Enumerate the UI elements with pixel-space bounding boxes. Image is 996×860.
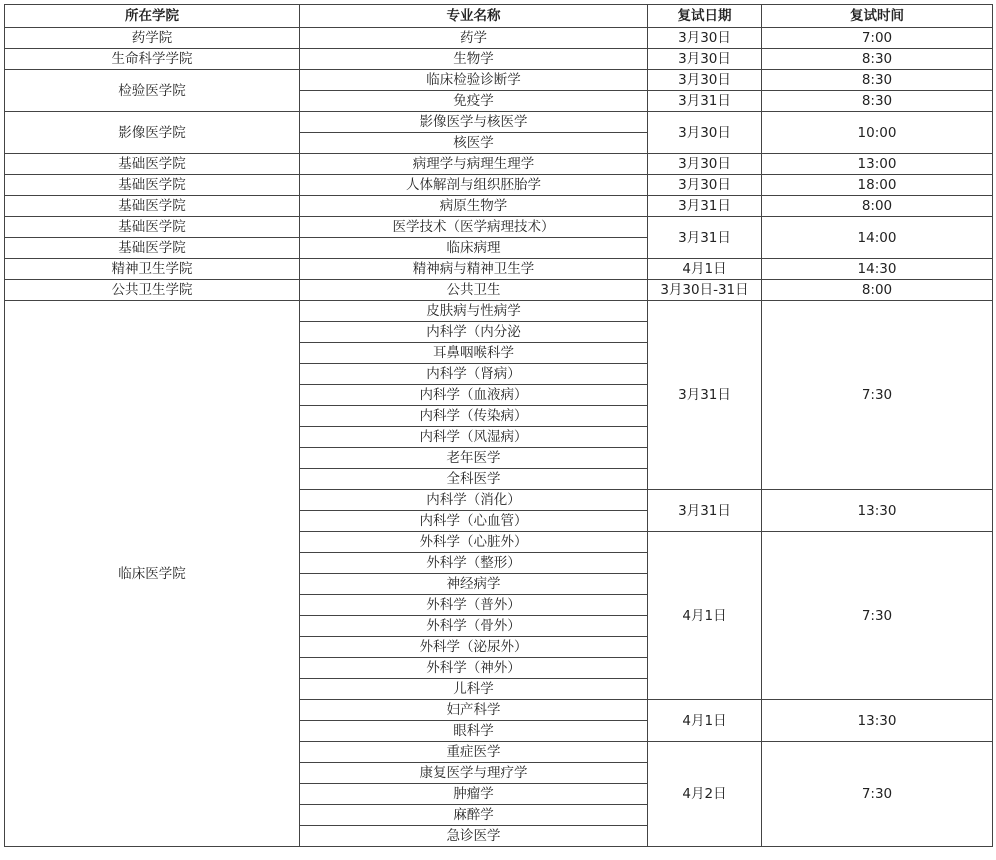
major-cell: 内科学（传染病）: [300, 406, 648, 427]
major-cell: 耳鼻咽喉科学: [300, 343, 648, 364]
college-cell: 基础医学院: [5, 238, 300, 259]
table-row: [5, 28, 993, 49]
college-cell: 公共卫生学院: [5, 280, 300, 301]
table-row: [5, 280, 993, 301]
table-row: [5, 217, 993, 238]
table-row: [5, 70, 993, 91]
exam-date-cell: 4月1日: [648, 532, 762, 700]
major-cell: 儿科学: [300, 679, 648, 700]
major-cell: 内科学（内分泌: [300, 322, 648, 343]
exam-time-cell: 8:00: [762, 196, 993, 217]
major-cell: 皮肤病与性病学: [300, 301, 648, 322]
major-cell: 免疫学: [300, 91, 648, 112]
exam-time-cell: 7:00: [762, 28, 993, 49]
major-cell: 妇产科学: [300, 700, 648, 721]
exam-date-cell: 3月31日: [648, 301, 762, 490]
major-cell: 外科学（整形）: [300, 553, 648, 574]
exam-time-cell: 8:30: [762, 49, 993, 70]
major-cell: 外科学（泌尿外）: [300, 637, 648, 658]
college-cell: 基础医学院: [5, 196, 300, 217]
major-cell: 核医学: [300, 133, 648, 154]
major-cell: 病原生物学: [300, 196, 648, 217]
exam-time-cell: 10:00: [762, 112, 993, 154]
header-row: [5, 5, 993, 28]
major-cell: 内科学（风湿病）: [300, 427, 648, 448]
exam-time-cell: 13:30: [762, 700, 993, 742]
major-cell: 外科学（骨外）: [300, 616, 648, 637]
exam-schedule-table: [4, 4, 993, 847]
header-time: 复试时间: [762, 5, 993, 28]
major-cell: 麻醉学: [300, 805, 648, 826]
exam-time-cell: 7:30: [762, 301, 993, 490]
table-row: [5, 259, 993, 280]
major-cell: 人体解剖与组织胚胎学: [300, 175, 648, 196]
college-cell: 基础医学院: [5, 175, 300, 196]
exam-date-cell: 4月2日: [648, 742, 762, 847]
major-cell: 外科学（心脏外）: [300, 532, 648, 553]
schedule-body: [5, 28, 993, 847]
major-cell: 公共卫生: [300, 280, 648, 301]
exam-date-cell: 4月1日: [648, 259, 762, 280]
college-cell: 检验医学院: [5, 70, 300, 112]
major-cell: 病理学与病理生理学: [300, 154, 648, 175]
major-cell: 药学: [300, 28, 648, 49]
major-cell: 神经病学: [300, 574, 648, 595]
exam-time-cell: 14:30: [762, 259, 993, 280]
major-cell: 康复医学与理疗学: [300, 763, 648, 784]
header-major: 专业名称: [300, 5, 648, 28]
exam-date-cell: 3月31日: [648, 91, 762, 112]
major-cell: 内科学（血液病）: [300, 385, 648, 406]
exam-date-cell: 3月30日: [648, 112, 762, 154]
college-cell: 基础医学院: [5, 154, 300, 175]
table-row: [5, 175, 993, 196]
major-cell: 内科学（肾病）: [300, 364, 648, 385]
table-row: [5, 112, 993, 133]
college-cell: 药学院: [5, 28, 300, 49]
exam-time-cell: 8:30: [762, 91, 993, 112]
exam-time-cell: 14:00: [762, 217, 993, 259]
major-cell: 全科医学: [300, 469, 648, 490]
major-cell: 生物学: [300, 49, 648, 70]
college-cell: 生命科学学院: [5, 49, 300, 70]
exam-date-cell: 3月30日: [648, 49, 762, 70]
header-date: 复试日期: [648, 5, 762, 28]
major-cell: 内科学（消化）: [300, 490, 648, 511]
exam-time-cell: 13:30: [762, 490, 993, 532]
exam-time-cell: 18:00: [762, 175, 993, 196]
exam-time-cell: 8:00: [762, 280, 993, 301]
exam-date-cell: 3月31日: [648, 196, 762, 217]
college-cell: 影像医学院: [5, 112, 300, 154]
college-cell: 精神卫生学院: [5, 259, 300, 280]
major-cell: 外科学（神外）: [300, 658, 648, 679]
exam-date-cell: 3月31日: [648, 490, 762, 532]
major-cell: 重症医学: [300, 742, 648, 763]
table-row: [5, 301, 993, 322]
major-cell: 影像医学与核医学: [300, 112, 648, 133]
exam-date-cell: 3月30日: [648, 175, 762, 196]
exam-time-cell: 13:00: [762, 154, 993, 175]
major-cell: 医学技术（医学病理技术）: [300, 217, 648, 238]
major-cell: 临床病理: [300, 238, 648, 259]
major-cell: 内科学（心血管）: [300, 511, 648, 532]
header-college: 所在学院: [5, 5, 300, 28]
exam-date-cell: 3月30日: [648, 70, 762, 91]
exam-time-cell: 7:30: [762, 532, 993, 700]
major-cell: 精神病与精神卫生学: [300, 259, 648, 280]
exam-time-cell: 8:30: [762, 70, 993, 91]
major-cell: 外科学（普外）: [300, 595, 648, 616]
college-cell: 临床医学院: [5, 301, 300, 847]
exam-date-cell: 3月30日: [648, 154, 762, 175]
major-cell: 临床检验诊断学: [300, 70, 648, 91]
major-cell: 老年医学: [300, 448, 648, 469]
major-cell: 肿瘤学: [300, 784, 648, 805]
major-cell: 急诊医学: [300, 826, 648, 847]
table-row: [5, 196, 993, 217]
exam-time-cell: 7:30: [762, 742, 993, 847]
table-row: [5, 49, 993, 70]
exam-date-cell: 3月30日: [648, 28, 762, 49]
major-cell: 眼科学: [300, 721, 648, 742]
exam-date-cell: 4月1日: [648, 700, 762, 742]
college-cell: 基础医学院: [5, 217, 300, 238]
exam-date-cell: 3月30日-31日: [648, 280, 762, 301]
exam-date-cell: 3月31日: [648, 217, 762, 259]
table-row: [5, 154, 993, 175]
